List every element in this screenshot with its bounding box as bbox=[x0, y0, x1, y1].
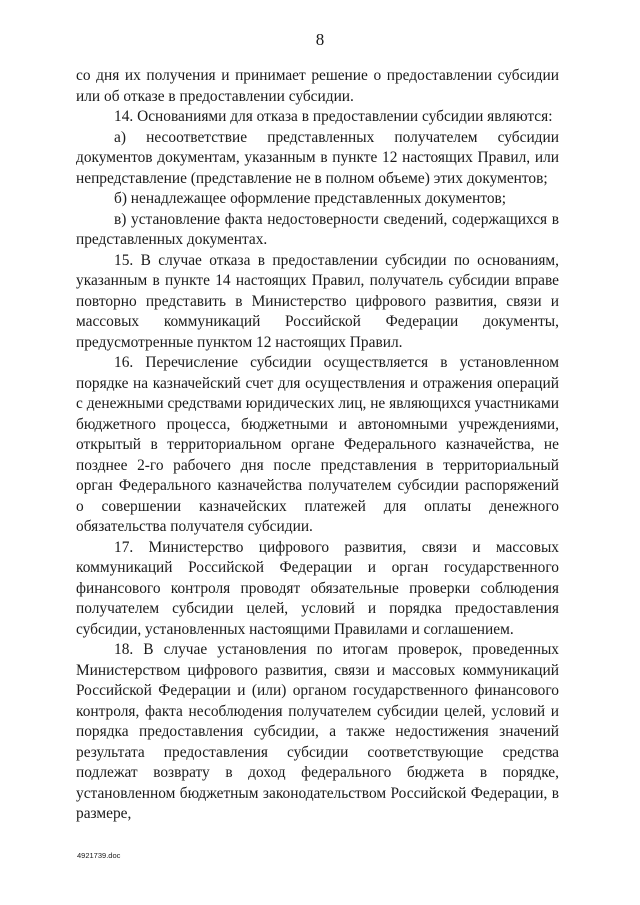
document-body bbox=[76, 66, 559, 825]
paragraph: 15. В случае отказа в предоставлении субсидии по основаниям, указанным в пункте 14 настоящих Правил, получатель субсидии вправе повторно представить в Министерство цифрового развития, связи и массовых коммуникаций Российской Федерации документы, предусмотренные пунктом 12 настоящих Правил. bbox=[76, 251, 559, 351]
paragraph: в) установление факта недостоверности сведений, содержащихся в представленных документах. bbox=[76, 210, 559, 248]
paragraph: со дня их получения и принимает решение о предоставлении субсидии или об отказе в предоставлении субсидии. bbox=[76, 67, 559, 105]
paragraph: 17. Министерство цифрового развития, связи и массовых коммуникаций Российской Федерации и орган государственного финансового контроля проводят обязательные проверки соблюдения получателем субсидии целей, условий и порядка предоставления субсидии, установленных настоящими Правилами и соглашением. bbox=[76, 538, 559, 638]
paragraph: 18. В случае установления по итогам проверок, проведенных Министерством цифрового развития, связи и массовых коммуникаций Российской Федерации и (или) органом государственного финансового контроля, факта несоблюдения получателем субсидии целей, условий и порядка предоставления субсидии, а также недостижения значений результата предоставления субсидии соответствующие средства подлежат возврату в доход федерального бюджета в порядке, установленном бюджетным законодательством Российской Федерации, в размере, bbox=[76, 641, 559, 822]
page-number: 8 bbox=[315, 30, 325, 49]
paragraph: 14. Основаниями для отказа в предоставлении субсидии являются: bbox=[114, 108, 553, 125]
document-file-code: 4921739.doc bbox=[77, 851, 121, 860]
paragraph: а) несоответствие представленных получателем субсидии документов документам, указанным в пункте 12 настоящих Правил, или непредставление (представление не в полном объеме) этих документов; bbox=[76, 128, 559, 187]
paragraph: б) ненадлежащее оформление представленных документов; bbox=[114, 190, 507, 207]
paragraph: 16. Перечисление субсидии осуществляется в установленном порядке на казначейский счет для осуществления и отражения операций с денежными средствами юридических лиц, не являющихся участниками бюджетного процесса, бюджетными и автономными учреждениями, открытый в территориальном органе Федерального казначейства, не позднее 2-го рабочего дня после представления в территориальный орган Федерального казначейства получателем субсидии распоряжений о совершении казначейских платежей для оплаты денежного обязательства получателя субсидии. bbox=[76, 354, 559, 535]
